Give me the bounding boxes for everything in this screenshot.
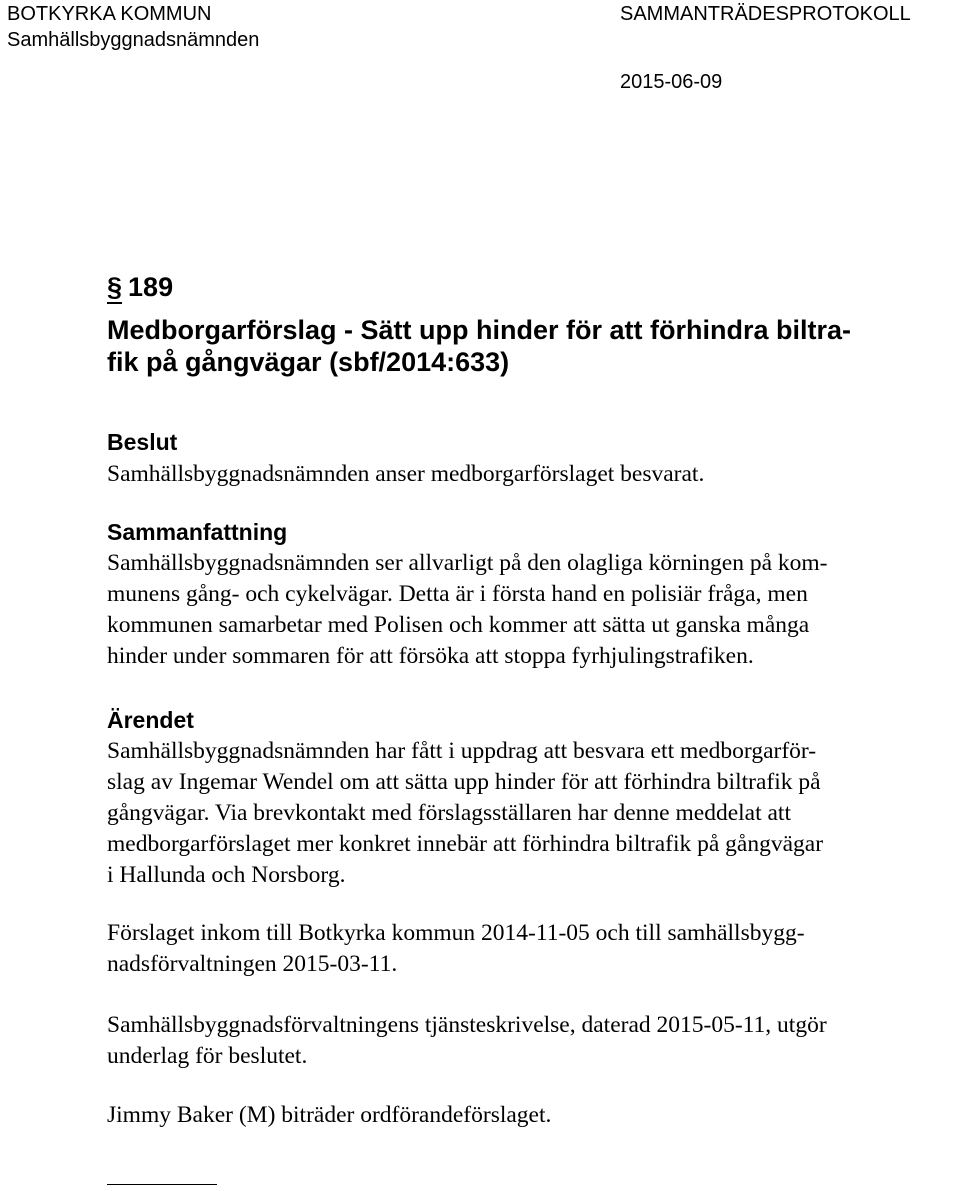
text-line: slag av Ingemar Wendel om att sätta upp hinder för att förhindra biltrafik på <box>107 769 821 795</box>
paragraph-sammanfattning <box>107 548 960 672</box>
document-type: SAMMANTRÄDESPROTOKOLL <box>620 3 911 25</box>
text-line: Jimmy Baker (M) biträder ordförandeförslaget. <box>107 1102 552 1128</box>
text-line: medborgarförslaget mer konkret innebär att förhindra biltrafik på gångvägar <box>107 831 824 857</box>
text-line: Samhällsbyggnadsnämnden ser allvarligt på den olagliga körningen på kom- <box>107 550 828 576</box>
section-number-value: 189 <box>128 272 174 302</box>
meeting-date: 2015-06-09 <box>620 71 723 93</box>
text-line: Samhällsbyggnadsnämnden anser medborgarförslaget besvarat. <box>107 461 705 487</box>
text-line: underlag för beslutet. <box>107 1043 308 1069</box>
title-line: Medborgarförslag - Sätt upp hinder för att förhindra biltra- <box>107 315 852 345</box>
committee-name: Samhällsbyggnadsnämnden <box>7 29 260 51</box>
end-rule <box>107 1184 217 1185</box>
text-line: nadsförvaltningen 2015-03-11. <box>107 951 398 977</box>
section-number <box>107 270 173 304</box>
text-line: gångvägar. Via brevkontakt med förslagsställaren har denne meddelat att <box>107 800 791 826</box>
paragraph-arendet-1 <box>107 736 960 891</box>
text-line: munens gång- och cykelvägar. Detta är i första hand en polisiär fråga, men <box>107 581 808 607</box>
text-line: Samhällsbyggnadsnämnden har fått i uppdrag att besvara ett medborgarför- <box>107 738 817 764</box>
text-line: i Hallunda och Norsborg. <box>107 862 346 888</box>
text-line: kommunen samarbetar med Polisen och kommer att sätta ut ganska många <box>107 612 810 638</box>
text-line: Samhällsbyggnadsförvaltningens tjänsteskrivelse, daterad 2015-05-11, utgör <box>107 1012 827 1038</box>
paragraph-arendet-2 <box>107 918 960 980</box>
section-title <box>107 314 957 378</box>
paragraph-arendet-3 <box>107 1010 960 1072</box>
text-line: hinder under sommaren för att försöka att stoppa fyrhjulingstrafiken. <box>107 643 754 669</box>
heading-sammanfattning: Sammanfattning <box>107 519 288 545</box>
paragraph-beslut <box>107 459 960 490</box>
heading-beslut: Beslut <box>107 429 178 455</box>
heading-arendet: Ärendet <box>107 707 194 733</box>
section-sign-icon: § <box>107 272 123 302</box>
text-line: Förslaget inkom till Botkyrka kommun 2014-11-05 och till samhällsbygg- <box>107 920 805 946</box>
title-line: fik på gångvägar (sbf/2014:633) <box>107 347 510 377</box>
municipality-name: BOTKYRKA KOMMUN <box>7 3 212 25</box>
paragraph-arendet-4 <box>107 1100 960 1131</box>
